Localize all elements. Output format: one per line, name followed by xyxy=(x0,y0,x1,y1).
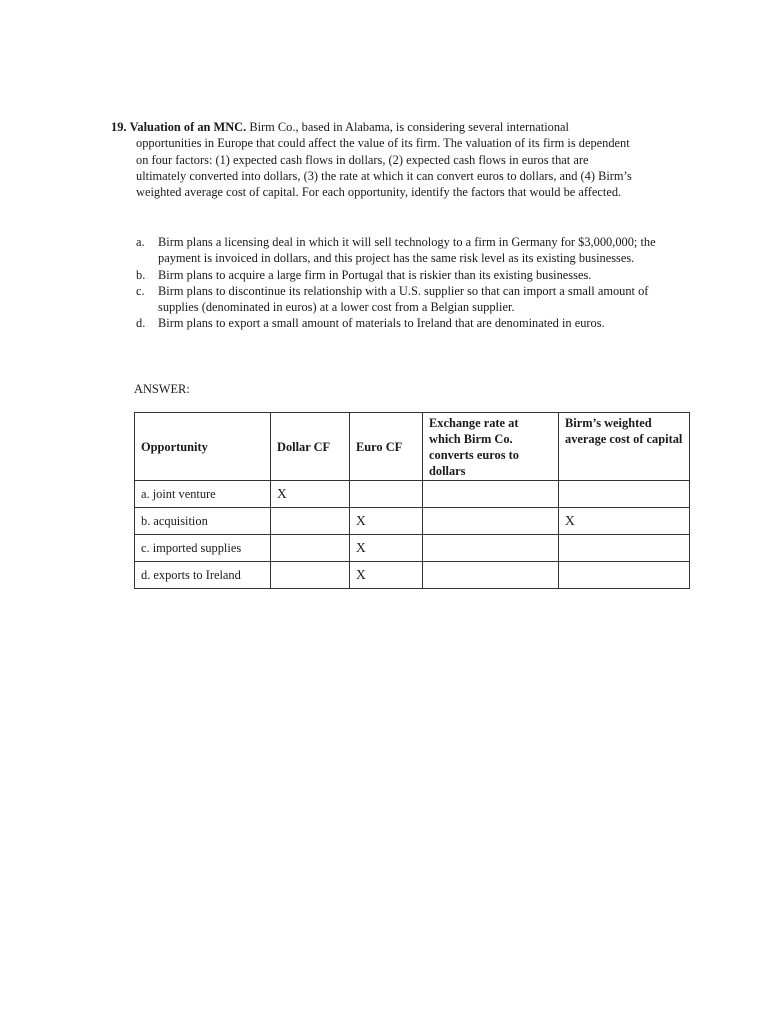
cell-wacc xyxy=(559,562,690,589)
cell-wacc xyxy=(559,481,690,508)
option-letter: c. xyxy=(136,283,145,298)
option-text: Birm plans a licensing deal in which it will sell technology to a firm in Germany for $3,000,000; the payment is invoiced in dollars, and this project has the same risk level as its existing businesses. xyxy=(158,235,656,266)
option-item-b xyxy=(136,267,656,283)
cell-euro-cf: X xyxy=(350,562,423,589)
option-item-a xyxy=(136,234,656,267)
cell-dollar-cf xyxy=(271,562,350,589)
cell-exchange-rate xyxy=(423,508,559,535)
answer-table xyxy=(134,412,690,589)
question-number: 19. xyxy=(111,120,127,134)
cell-euro-cf: X xyxy=(350,535,423,562)
option-list xyxy=(136,234,656,332)
cell-dollar-cf xyxy=(271,508,350,535)
question-title: Valuation of an MNC. xyxy=(129,120,247,134)
header-euro-cf: Euro CF xyxy=(350,413,423,481)
question-lead-text: Birm Co., based in Alabama, is considering several international xyxy=(249,120,569,134)
header-exchange-rate: Exchange rate at which Birm Co. converts euros to dollars xyxy=(423,413,559,481)
option-item-c xyxy=(136,283,656,316)
cell-wacc xyxy=(559,535,690,562)
header-opportunity: Opportunity xyxy=(135,413,271,481)
option-text: Birm plans to acquire a large firm in Portugal that is riskier than its existing businesses. xyxy=(158,267,592,282)
option-letter: d. xyxy=(136,316,146,331)
table-row xyxy=(135,508,690,535)
cell-opportunity: d. exports to Ireland xyxy=(135,562,271,589)
cell-exchange-rate xyxy=(423,535,559,562)
question-block xyxy=(111,119,641,200)
header-wacc: Birm’s weighted average cost of capital xyxy=(559,413,690,481)
cell-wacc: X xyxy=(559,508,690,535)
option-text: Birm plans to discontinue its relationship with a U.S. supplier so that can import a small amount of supplies (denominated in euros) at a lower cost from a Belgian supplier. xyxy=(158,283,649,315)
cell-dollar-cf: X xyxy=(271,481,350,508)
cell-opportunity: c. imported supplies xyxy=(135,535,271,562)
table-header-row xyxy=(135,413,690,481)
answer-label: ANSWER: xyxy=(134,382,190,396)
question-body: opportunities in Europe that could affect the value of its firm. The valuation of its firm is dependent on four factors: (1) expected cash flows in dollars, (2) expected cash flows in euros that are ultimately converted into dollars, (3) the rate at which it can convert euros to dollars, and (4) Birm’s weighted average cost of capital. For each opportunity, identify the factors that would be affected. xyxy=(136,136,632,200)
cell-exchange-rate xyxy=(423,562,559,589)
cell-opportunity: b. acquisition xyxy=(135,508,271,535)
option-letter: b. xyxy=(136,267,146,282)
table-row xyxy=(135,481,690,508)
table-row xyxy=(135,535,690,562)
cell-exchange-rate xyxy=(423,481,559,508)
table-row xyxy=(135,562,690,589)
option-text: Birm plans to export a small amount of materials to Ireland that are denominated in euros. xyxy=(158,316,605,331)
option-letter: a. xyxy=(136,235,145,249)
header-dollar-cf: Dollar CF xyxy=(271,413,350,481)
cell-dollar-cf xyxy=(271,535,350,562)
option-item-d xyxy=(136,315,656,331)
cell-opportunity: a. joint venture xyxy=(135,481,271,508)
question-first-line xyxy=(111,119,641,135)
cell-euro-cf xyxy=(350,481,423,508)
cell-euro-cf: X xyxy=(350,508,423,535)
